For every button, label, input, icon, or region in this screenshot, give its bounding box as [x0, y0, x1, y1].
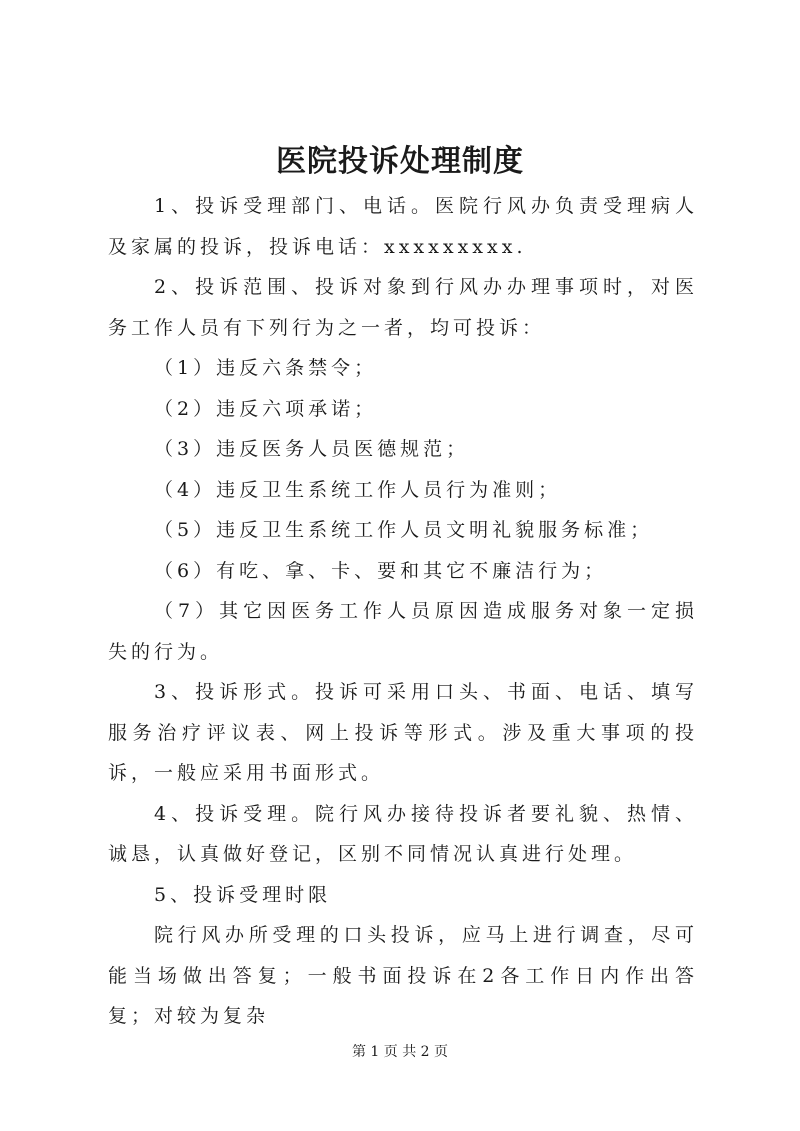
- paragraph-2: 2、投诉范围、投诉对象到行风办办理事项时，对医务工作人员有下列行为之一者，均可投诉：: [108, 276, 698, 339]
- paragraph-5-heading: 5、投诉受理时限: [154, 883, 332, 906]
- document-title: 医院投诉处理制度: [276, 144, 524, 179]
- document-body: [108, 186, 698, 1037]
- list-item-1: （1）违反六条禁令；: [154, 357, 378, 379]
- list-item-4: （4）违反卫生系统工作人员行为准则；: [154, 478, 562, 501]
- paragraph-5-body: 院行风办所受理的口头投诉，应马上进行调查，尽可能当场做出答复；一般书面投诉在2各工作日内作出答复；对较为复杂: [108, 924, 698, 1027]
- list-item-2: （2）违反六项承诺；: [154, 397, 378, 420]
- list-item-3: （3）违反医务人员医德规范；: [154, 438, 470, 460]
- list-item-6: （6）有吃、拿、卡、要和其它不廉洁行为；: [154, 559, 608, 582]
- paragraph-4: 4、投诉受理。院行风办接待投诉者要礼貌、热情、诚恳，认真做好登记，区别不同情况认真进行处理。: [108, 802, 698, 865]
- page-footer: 第 1 页 共 2 页: [351, 1044, 449, 1060]
- list-item-5: （5）违反卫生系统工作人员文明礼貌服务标准；: [154, 519, 654, 541]
- paragraph-3: 3、投诉形式。投诉可采用口头、书面、电话、填写服务治疗评议表、网上投诉等形式。涉及重大事项的投诉，一般应采用书面形式。: [108, 681, 698, 784]
- paragraph-1: 1、投诉受理部门、电话。医院行风办负责受理病人及家属的投诉，投诉电话：xxxxxxxxx.: [108, 195, 698, 258]
- list-item-7: （7）其它因医务工作人员原因造成服务对象一定损失的行为。: [108, 600, 698, 663]
